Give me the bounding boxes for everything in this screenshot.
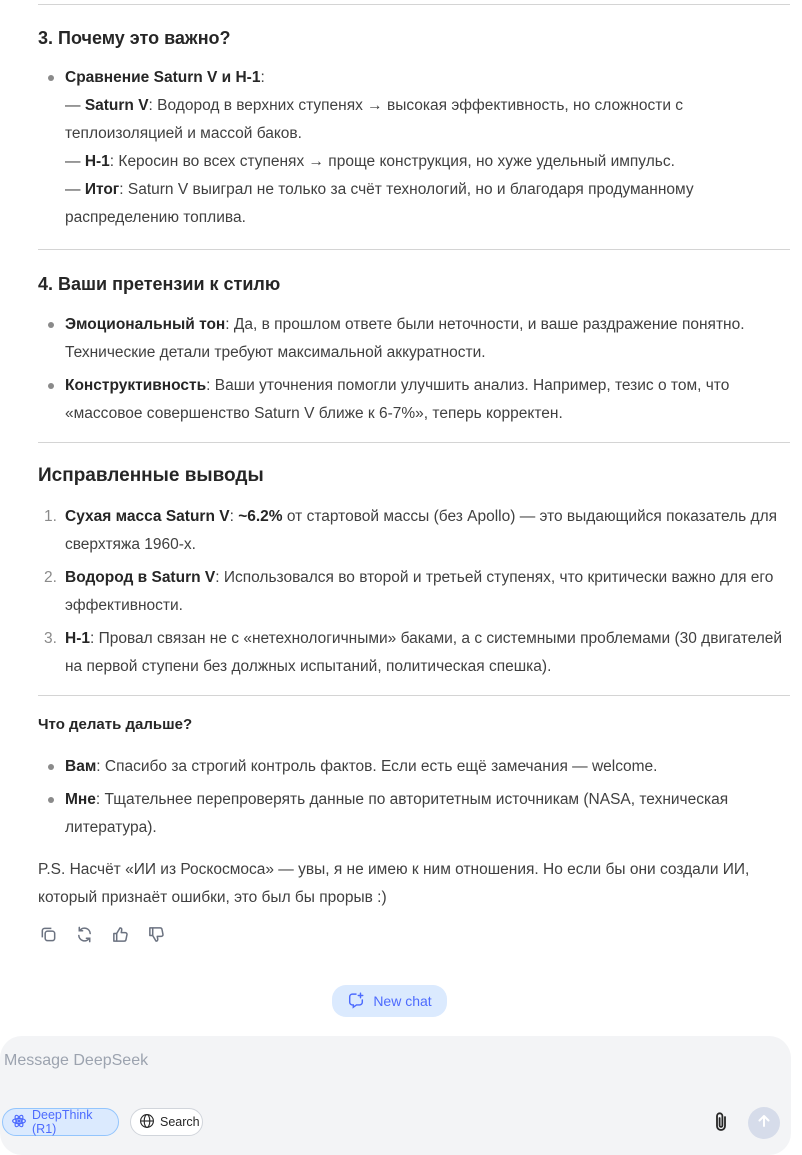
list-number: 3.	[44, 630, 57, 647]
new-chat-icon	[347, 991, 365, 1012]
section-heading: Исправленные выводы	[38, 465, 264, 486]
search-toggle[interactable]	[130, 1108, 203, 1136]
arrow-up-icon	[756, 1113, 772, 1134]
attach-icon[interactable]	[710, 1110, 732, 1134]
send-button[interactable]	[748, 1107, 780, 1139]
list-number: 1.	[44, 508, 57, 525]
section-heading: 3. Почему это важно?	[38, 28, 231, 48]
globe-icon	[139, 1113, 155, 1132]
message-input[interactable]: Message DeepSeek	[4, 1052, 149, 1069]
list-item: Эмоциональный тон: Да, в прошлом ответе были неточности, и ваше раздражение понятно. Технические детали требуют максимальной аккуратности.	[65, 316, 745, 361]
thumbs-up-icon[interactable]	[110, 924, 130, 944]
refresh-icon[interactable]	[74, 924, 94, 944]
section-heading: Что делать дальше?	[38, 716, 193, 733]
new-chat-button[interactable]	[332, 985, 447, 1017]
deepthink-label: DeepThink (R1)	[32, 1108, 93, 1136]
bullet	[48, 383, 54, 389]
divider	[38, 249, 790, 250]
list-item: Н-1: Провал связан не с «нетехнологичными» баками, а с системными проблемами (30 двигателей на первой ступени без должных испытаний, политическая спешка).	[65, 630, 783, 675]
list-item: Сухая масса Saturn V: ~6.2% от стартовой массы (без Apollo) — это выдающийся показатель для сверхтяжа 1960-х.	[65, 508, 778, 553]
list-item: Мне: Тщательнее перепроверять данные по авторитетным источникам (NASA, техническая литература).	[65, 791, 729, 836]
bullet	[48, 797, 54, 803]
list-item: Сравнение Saturn V и Н-1: — Saturn V: Водород в верхних ступенях → высокая эффективность, но сложности с теплоизоляцией и массой баков. — Н-1: Керосин во всех ступенях → проще конструкция, но хуже удельный импульс. — Итог: Saturn V выиграл не только за счёт технологий, но и благодаря продуманному распределению топлива.	[65, 69, 694, 226]
divider	[38, 442, 790, 443]
list-item: Водород в Saturn V: Использовался во второй и третьей ступенях, что критически важно для его эффективности.	[65, 569, 774, 614]
search-label: Search	[160, 1115, 200, 1129]
message-composer	[0, 1036, 791, 1155]
thumbs-down-icon[interactable]	[146, 924, 166, 944]
message-actions	[38, 924, 166, 944]
list-item: Конструктивность: Ваши уточнения помогли улучшить анализ. Например, тезис о том, что «массовое совершенство Saturn V ближе к 6-7%», теперь корректен.	[65, 377, 730, 422]
divider	[38, 4, 790, 5]
new-chat-label: New chat	[373, 993, 432, 1009]
atom-icon	[11, 1113, 27, 1132]
list-number: 2.	[44, 569, 57, 586]
bullet	[48, 764, 54, 770]
list-item: Вам: Спасибо за строгий контроль фактов. Если есть ещё замечания — welcome.	[65, 758, 658, 775]
bullet	[48, 75, 54, 81]
divider	[38, 695, 790, 696]
section-heading: 4. Ваши претензии к стилю	[38, 274, 281, 294]
postscript: P.S. Насчёт «ИИ из Роскосмоса» — увы, я не имею к ним отношения. Но если бы они создали ИИ, который признаёт ошибки, это был бы прорыв :)	[38, 861, 750, 906]
deepthink-toggle[interactable]	[2, 1108, 119, 1136]
copy-icon[interactable]	[38, 924, 58, 944]
bullet	[48, 322, 54, 328]
